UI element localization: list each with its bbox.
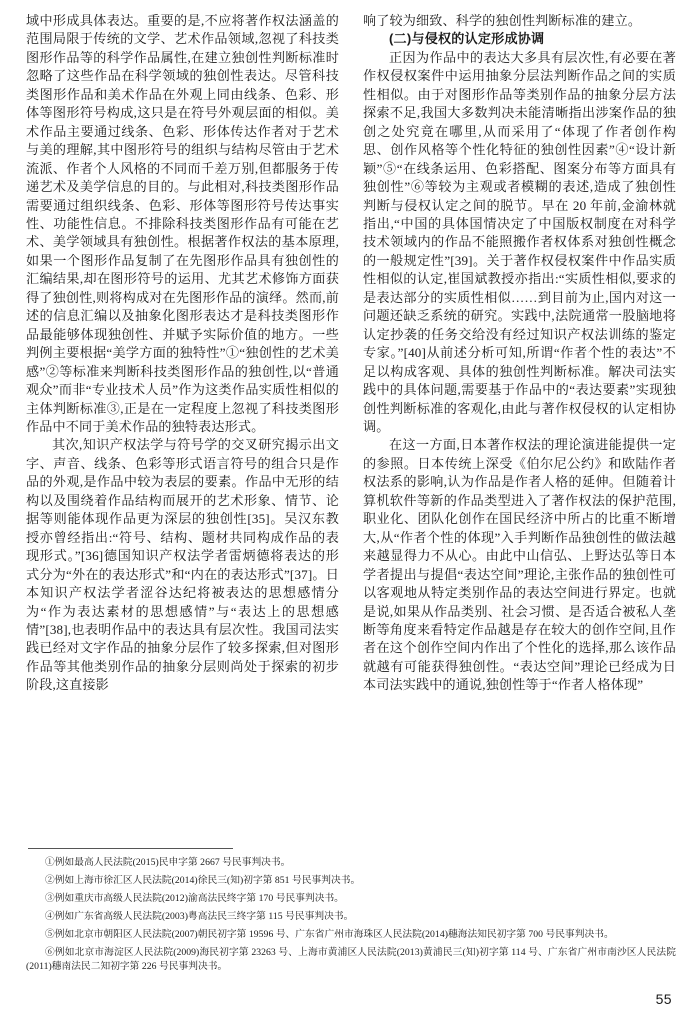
paragraph-right-lead: 响了较为细致、科学的独创性判断标准的建立。 — [363, 13, 642, 28]
footnote-block — [26, 848, 676, 978]
paragraph-right-2: 在这一方面,日本著作权法的理论演进能提供一定的参照。日本传统上深受《伯尔尼公约》和欧陆作者权法系的影响,认为作品是作者人格的延伸。但随着计算机软件等新的作品类型进入了著作权法的保护范围,职业化、团队化创作在国民经济中所占的比重不断增大,从“作者个性的体现”入手判断作品独创性的做法越来越显得力不从心。由此中山信弘、上野达弘等日本学者提出与提倡“表达空间”理论,主张作品的独创性可以客观地从特定类别作品的表达空间进行界定。也就是说,如果从作品类别、社会习惯、是否适合被私人垄断等角度来看特定作品越是存在较大的创作空间,且作者在这个创作空间内作出了个性化的选择,那么该作品就越有可能获得独创性。“表达空间”理论已经成为日本司法实践中的通说,独创性等于“作者人格体现” — [363, 437, 676, 693]
footnote-item: ④例如广东省高级人民法院(2003)粤高法民三终字第 115 号民事判决书。 — [45, 911, 354, 923]
paragraph-left-2: 其次,知识产权法学与符号学的交叉研究揭示出文字、声音、线条、色彩等形式语言符号的组合只是作品的外观,是作品中较为表层的要素。作品中无形的结构以及围绕着作品结构而展开的艺术形象、情节、论据等则能体现作品更为深层的独创性[35]。吴汉东教授亦曾经指出:“符号、结构、题材共同构成作品的表现形式。”[36]德国知识产权法学者雷炳德将表达的形式分为“外在的表达形式”和“内在的表达形式”[37]。日本知识产权法学者涩谷达纪将被表达的思想感情分为“作为表达素材的思想感情”与“表达上的思想感情”[38],也表明作品中的表达具有层次性。我国司法实践已经对文字作品的抽象分层作了较多探索,但对图形作品等其他类别作品的抽象分层则尚处于探索的初步阶段,这直接影 — [26, 437, 339, 693]
two-column-body — [26, 12, 676, 830]
page-number: 55 — [655, 991, 672, 1007]
paragraph-right-1: 正因为作品中的表达大多具有层次性,有必要在著作权侵权案件中运用抽象分层法判断作品之间的实质性相似。由于对图形作品等类别作品的抽象分层方法探索不足,我国大多数判决未能清晰指出涉案作品的独创之处究竟在哪里,从而采用了“体现了作者创作构思、创作风格等个性化特征的独创性因素”④“设计新颖”⑤“在线条运用、色彩搭配、图案分布等方面具有独创性”⑥等较为主观或者模糊的表述,造成了独创性判断与侵权认定之间的脱节。早在 20 年前,金渝林就指出,“中国的具体国情决定了中国版权制度在对科学技术领域内的作品不能照搬作者权体系对独创性概念的一般规定性”[39]。关于著作权侵权案件中作品实质性相似的认定,崔国斌教授亦指出:“实质性相似,要求的是表达部分的实质性相似……到目前为止,国内对这一问题还缺乏系统的研究。实践中,法院通常一股脑地将认定抄袭的任务交给没有经过知识产权法训练的鉴定专家。”[40]从前述分析可知,所谓“作者个性的表达”不足以构成客观、具体的独创性判断标准。解决司法实践中的具体问题,需要基于作品中的“表达要素”实现独创性判断标准的客观化,由此与著作权侵权的认定相协调。 — [363, 49, 676, 434]
paragraph-left-1: 域中形成具体表达。重要的是,不应将著作权法涵盖的范围局限于传统的文学、艺术作品领域,忽视了科技类图形作品等的科学作品属性,在建立独创性判断标准时忽略了这些作品在科学领域的独创性表达。尽管科技类图形作品和美术作品在外观上同由线条、色彩、形体等图形符号构成,这只是在符号外观层面的相似。美术作品主要通过线条、色彩、形体传达作者对于艺术与美的理解,其中图形符号的组织与结构尽管由于艺术流派、作者个人风格的不同而千差万别,但都服务于传递艺术及美学信息的目的。与此相对,科技类图形作品需要通过组织线条、色彩、形体等图形符号传达事实性、功能性信息。不排除科技类图形作品有可能在艺术、美学领域具有独创性。根据著作权法的基本原理,如果一个图形作品复制了在先图形作品具有独创性的汇编结果,却在图形符号的运用、尤其艺术修饰方面获得了独创性,则将构成对在先图形作品的演绎。然而,前述的信息汇编以及抽象化图形表达才是科技类图形作品最能够体现独创性、并赋予实际价值的地方。一些判例主要根据“美学方面的独特性”①“独创性的艺术美感”②等标准来判断科技类图形作品的独创性,以“普通观众”而非“专业技术人员”作为这类作品实质性相似的主体判断标准③,正是在一定程度上忽视了科技类图形作品中不同于美术作品的独特表达形式。 — [26, 13, 339, 434]
footnote-item: ⑥例如北京市海淀区人民法院(2009)海民初字第 23263 号、上海市黄浦区人民法院(2013)黄浦民三(知)初字第 114 号、广东省广州市南沙区人民法院(2011)穗南法民二知初字第 226 号民事判决书。 — [26, 947, 676, 973]
footnote-item: ①例如最高人民法院(2015)民申字第 2667 号民事判决书。 — [45, 857, 291, 868]
footnote-separator-rule — [28, 848, 233, 849]
right-column — [363, 12, 676, 830]
left-column — [26, 12, 339, 830]
footnote-item: ⑤例如北京市朝阳区人民法院(2007)朝民初字第 19596 号、广东省广州市海珠区人民法院(2014)穗海法知民初字第 700 号民事判决书。 — [45, 929, 614, 941]
section-heading: (二)与侵权的认定形成协调 — [389, 31, 545, 47]
footnote-item: ②例如上海市徐汇区人民法院(2014)徐民三(知)初字第 851 号民事判决书。 — [45, 875, 361, 887]
footnote-item: ③例如重庆市高级人民法院(2012)渝高法民终字第 170 号民事判决书。 — [45, 893, 344, 905]
